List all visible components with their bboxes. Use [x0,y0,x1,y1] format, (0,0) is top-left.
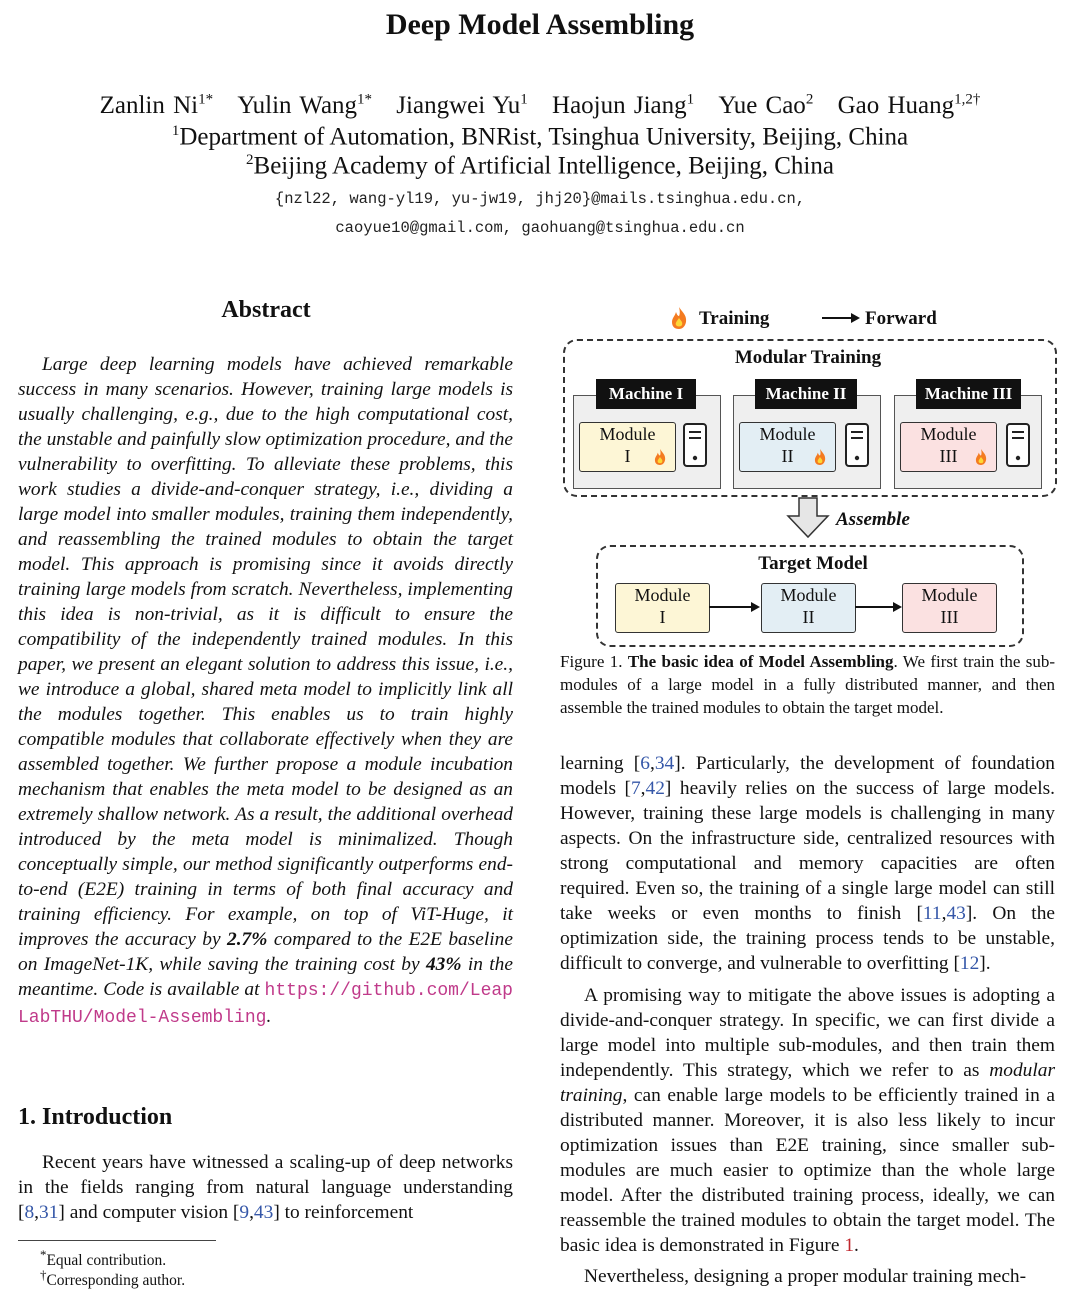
code-link[interactable]: https://github.com/LeapLabTHU/Model-Assembling [18,981,513,1028]
paper-title: Deep Model Assembling [385,8,695,41]
legend-training: Training [699,308,770,329]
module-block: Module I [579,422,676,472]
author: Gao Huang$^{1,2\dagger}$ [837,92,981,120]
abstract-body: Large deep learning models have achieved remarkable success in many scenarios. However, training large models is usually challenging, e.g., due to the high computational cost, the unstable and painfully slow optimization procedure, and the vulnerability to overfitting. To alleviate these problems, this work studies a divide-and-conquer strategy, i.e., dividing a large model into smaller modules, training them independently, and reassembling the trained modules to obtain the target model. This approach is promising since it avoids directly training large models from scratch. Nevertheless, implementing this idea is non-trivial, as it is difficult to ensure the compatibility of the independently trained modules. In this paper, we present an elegant solution to address this issue, i.e., we introduce a global, shared meta model to implicitly link all the modules together. This enables us to train highly compatible modules that collaborate effectively when they are assembled together. We further propose a module incubation mechanism that enables the meta model to be designed as an extremely shallow network. As a result, the additional overhead introduced by the meta model is minimalized. Though conceptually simple, our method significantly outperforms end-to-end (E2E) training in terms of both final accuracy and training efficiency. For example, on top of ViT-Huge, it improves the accuracy by 2.7% compared to the E2E baseline on ImageNet-1K, while saving the training cost by 43% in the meantime. Code is available at https://github.com/LeapLabTHU/Model-Assembling. [18,354,513,1028]
citation-link[interactable]: 43 [253,1202,274,1223]
section-heading: 1. Introduction [18,1104,173,1130]
intro-paragraph: Recent years have witnessed a scaling-up of deep networks in the fields ranging from natural language understanding [8,31] and computer vision [9,43] to reinforcement [18,1152,513,1223]
citation-link[interactable]: 43 [946,903,966,924]
server-icon [844,422,870,473]
module-block: Module III [902,583,997,633]
assemble-label: Assemble [836,509,910,530]
bold-stat: 2.7% [227,929,268,950]
assemble-arrow-icon [786,497,830,544]
flame-icon [812,448,828,471]
arrow-right-icon [855,600,903,619]
server-icon [682,422,708,473]
module-block: Module I [615,583,710,633]
module-block: Module II [739,422,836,472]
target-model-title: Target Model [758,553,868,574]
author: Yulin Wang$^{1*}$ [237,92,373,120]
affiliation: $^2$Beijing Academy of Artificial Intelligence, Beijing, China [246,152,834,180]
footnote: *Equal contribution. [40,1247,167,1270]
machine-label: Machine III [916,379,1021,409]
machine-label: Machine I [596,379,696,409]
arrow-right-icon [709,600,761,619]
figure-link[interactable]: 1 [844,1235,855,1256]
figure-1 [556,300,1060,650]
arrow-right-icon [821,310,861,331]
footnote-rule [18,1240,216,1241]
flame-icon [652,448,668,471]
bold-stat: 43% [425,954,462,975]
affiliation: $^1$Department of Automation, BNRist, Tsinghua University, Beijing, China [171,123,909,151]
email-line: {nzl22, wang-yl19, yu-jw19, jhj20}@mails.tsinghua.edu.cn, [274,190,806,208]
citation-link[interactable]: 6 [640,753,650,774]
machine-label: Machine II [755,379,857,409]
flame-icon [668,306,690,335]
citation-link[interactable]: 7 [630,778,641,799]
author: Haojun Jiang$^1$ [552,92,695,120]
flame-icon [973,448,989,471]
footnote: †Corresponding author. [40,1267,186,1290]
citation-link[interactable]: 42 [645,778,665,799]
citation-link[interactable]: 8 [24,1202,35,1223]
module-block: Module III [900,422,997,472]
citation-link[interactable]: 11 [922,903,942,924]
citation-link[interactable]: 12 [959,953,980,974]
author: Jiangwei Yu$^1$ [396,92,528,120]
modular-training-title: Modular Training [734,347,882,368]
intro-paragraph: Nevertheless, designing a proper modular training mech- [584,1266,1027,1287]
citation-link[interactable]: 34 [654,753,675,774]
server-icon [1005,422,1031,473]
intro-paragraph: learning [6,34]. Particularly, the development of foundation models [7,42] heavily relies on the success of large models. However, training these large models is challenging in many aspects. On the infrastructure side, centralized resources with strong computational and memory capacities are often required. Even so, the training of a single large model can still take weeks or even months to finish [11,43]. On the optimization side, the training process tends to be unstable, difficult to converge, and vulnerable to overfitting [12]. [560,753,1055,974]
author: Zanlin $Ni^{1*}$ [99,92,214,120]
module-block: Module II [761,583,856,633]
citation-link[interactable]: 31 [39,1202,59,1223]
intro-paragraph: A promising way to mitigate the above issues is adopting a divide-and-conquer strategy. In specific, we can first divide a large model into multiple sub-modules, and then train them independently. This strategy, which we refer to as modular training, can enable large models to be efficiently trained in a distributed manner. Moreover, it is also less likely to incur optimization issues than E2E training, since smaller sub-modules are much easier to optimize than the whole large model. After the distributed training process, ideally, we can reassemble the trained modules to obtain the target model. The basic idea is demonstrated in Figure 1. [560,985,1055,1256]
legend-forward: Forward [865,308,937,329]
email-line: caoyue10@gmail.com, gaohuang@tsinghua.edu.cn [335,219,745,237]
author: Yue Cao$^2$ [718,92,814,120]
author-list [0,92,1080,120]
citation-link[interactable]: 9 [239,1202,250,1223]
abstract-heading: Abstract [221,297,311,323]
figure-caption: Figure 1. The basic idea of Model Assembling. We first train the sub-modules of a large model in a fully distributed manner, and then assemble the trained modules to obtain the target model. [560,652,1055,717]
